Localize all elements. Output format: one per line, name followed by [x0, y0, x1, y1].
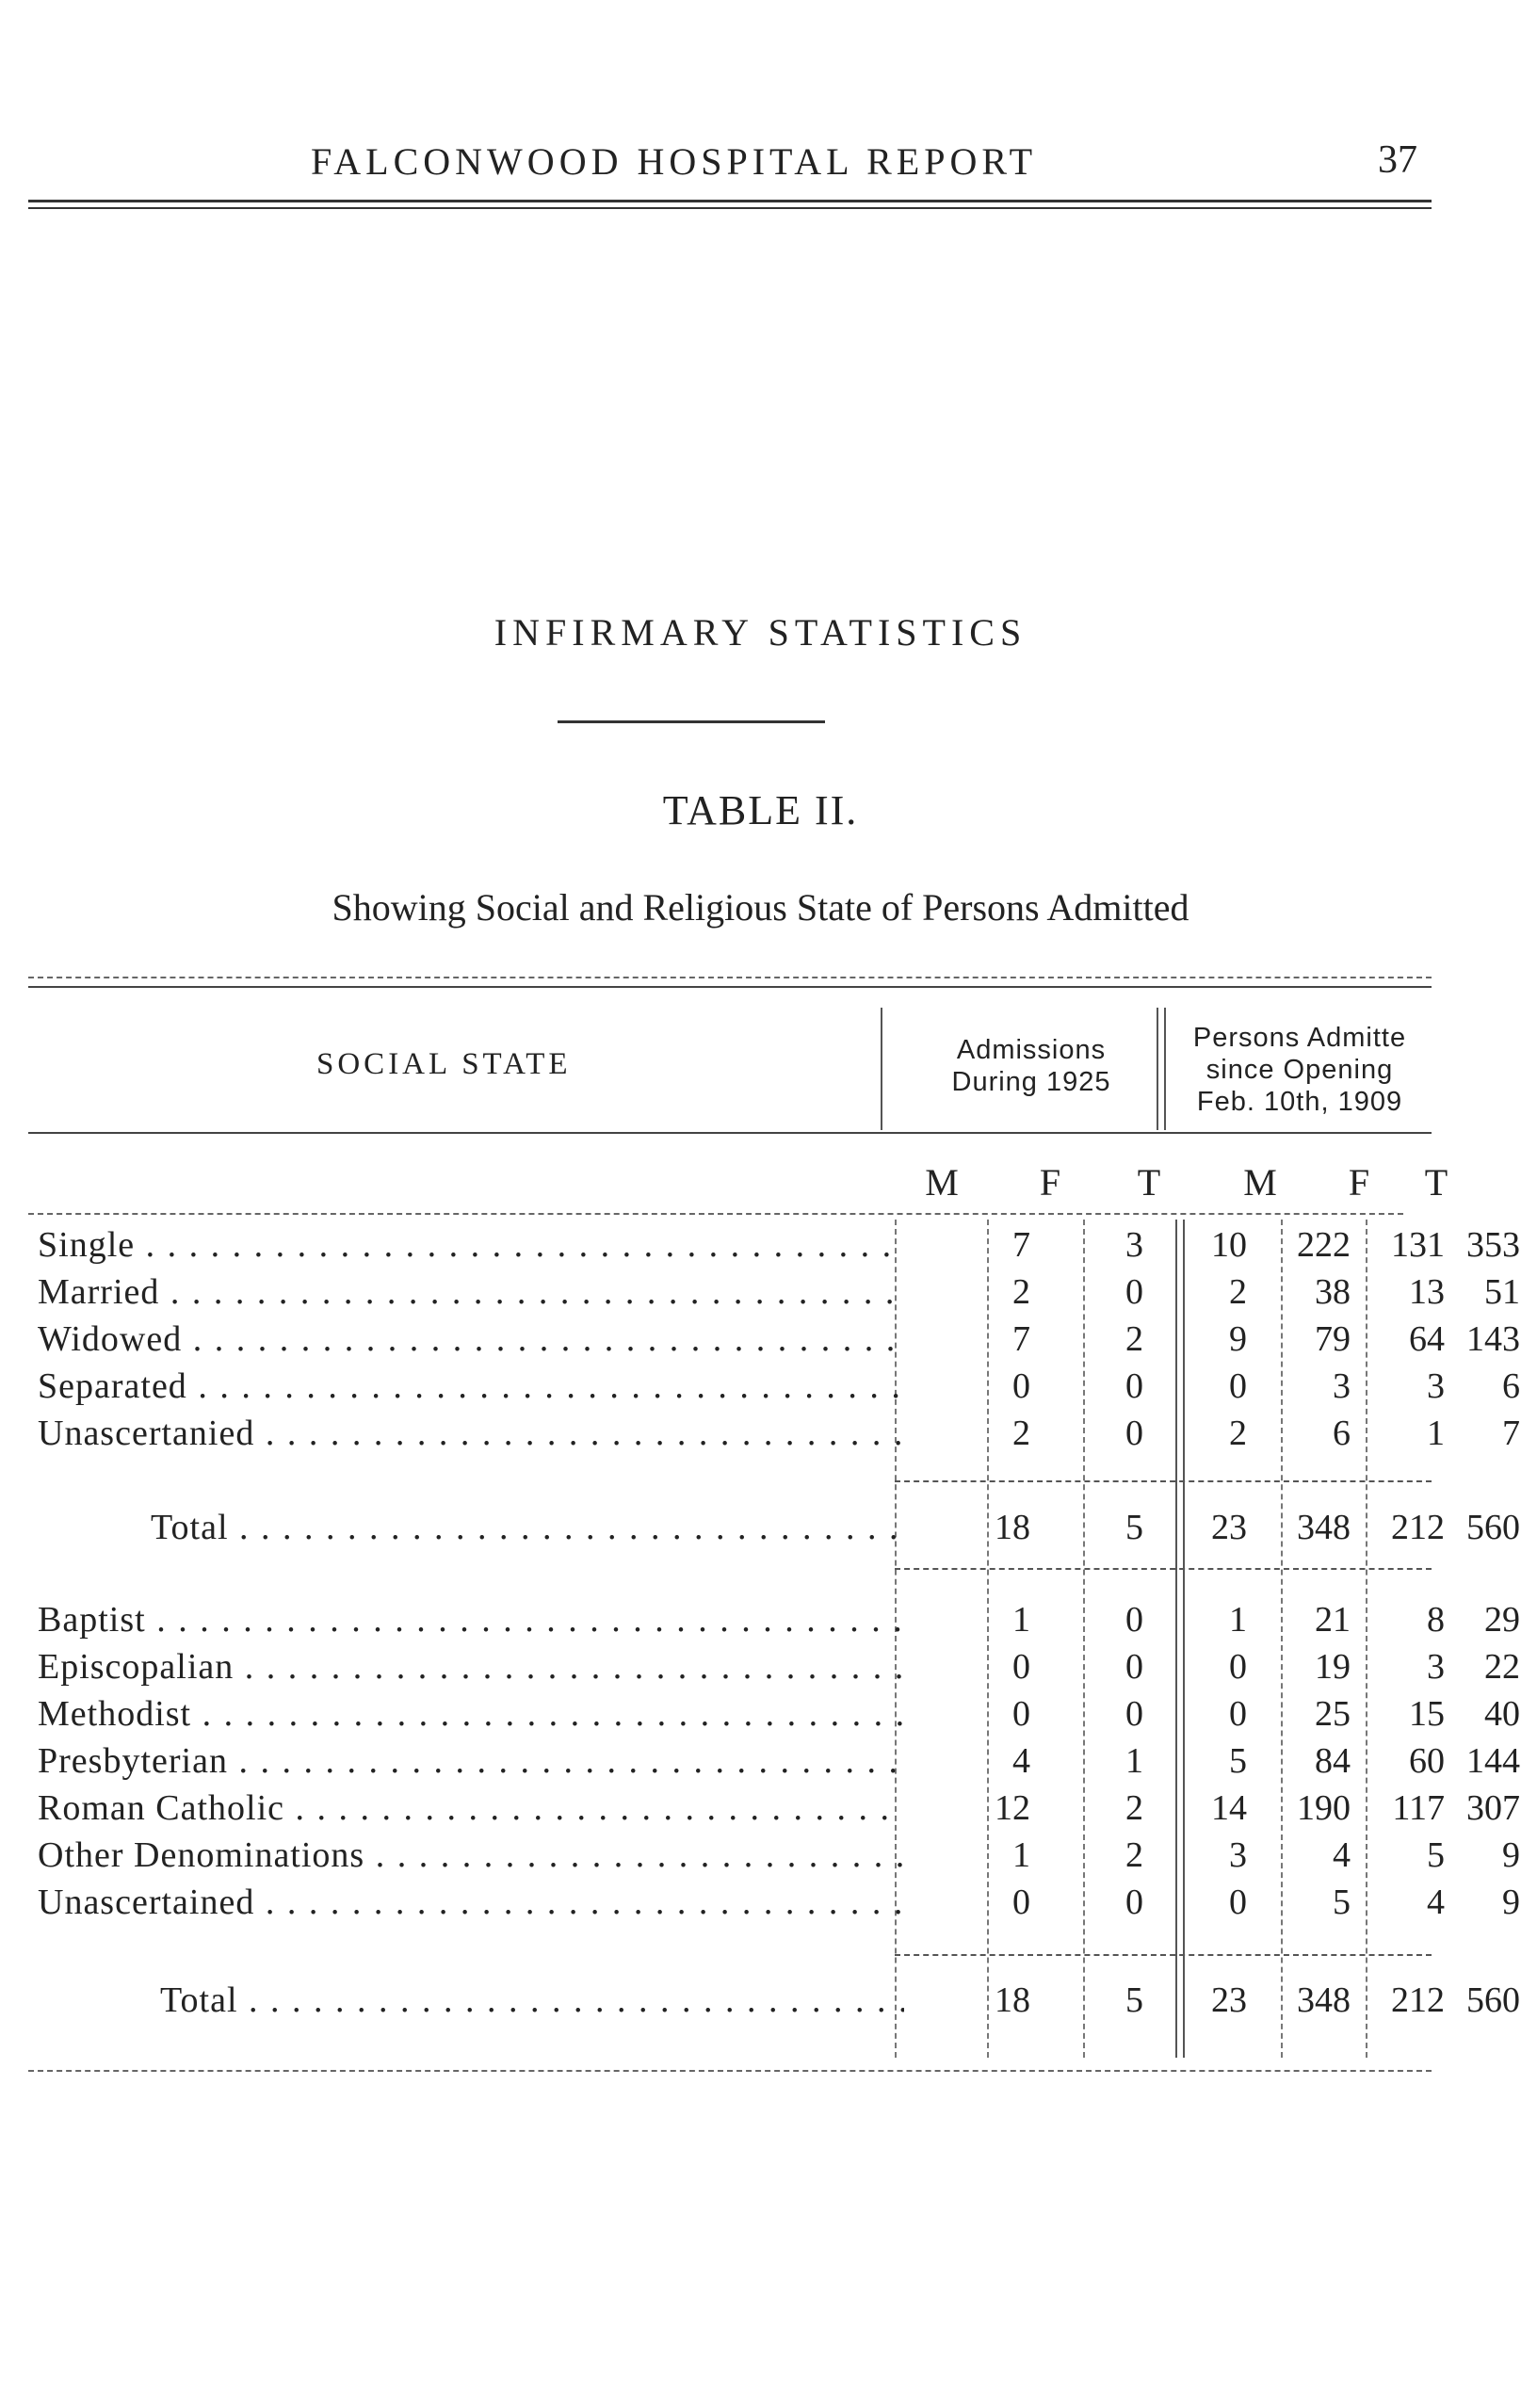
cell-m-since: 3: [1333, 1366, 1351, 1406]
table-row: [28, 1833, 1520, 1878]
row-label: Unascertanied . . .: [38, 1411, 904, 1456]
subtotal-rule: [895, 1954, 1432, 1956]
cell-t-1925: 0: [1229, 1883, 1247, 1922]
cell-f-1925: 0: [1125, 1883, 1143, 1922]
row-label: Presbyterian . . .: [38, 1738, 904, 1784]
cell-m-since: 6: [1333, 1414, 1351, 1453]
cell-t-since: 29: [1484, 1600, 1520, 1640]
total-row: [28, 1505, 1520, 1550]
total-row: [28, 1978, 1520, 2023]
total-t-since: 560: [1466, 1508, 1520, 1547]
cell-t-1925: 0: [1229, 1694, 1247, 1734]
page-number: 37: [1378, 138, 1417, 182]
cell-t-1925: 9: [1229, 1319, 1247, 1359]
cell-m-1925: 12: [995, 1788, 1030, 1828]
subtotal-rule: [895, 1480, 1432, 1482]
total-f-since: 212: [1391, 1980, 1445, 2020]
cell-m-1925: 0: [1012, 1647, 1030, 1687]
cell-m-1925: 2: [1012, 1414, 1030, 1453]
admissions-1925-line-1: Admissions: [956, 1035, 1107, 1065]
cell-f-since: 4: [1427, 1883, 1445, 1922]
column-header-m-1925: M: [925, 1161, 959, 1204]
cell-m-since: 190: [1297, 1788, 1351, 1828]
cell-t-since: 307: [1466, 1788, 1520, 1828]
cell-t-1925: 2: [1229, 1272, 1247, 1312]
row-label: Baptist . . .: [38, 1597, 904, 1642]
cell-m-1925: 1: [1012, 1835, 1030, 1875]
row-label: Unascertained . . .: [38, 1880, 904, 1925]
cell-m-1925: 2: [1012, 1272, 1030, 1312]
table-subtitle: Showing Social and Religious State of Persons Admitted: [332, 886, 1189, 929]
cell-t-since: 7: [1502, 1414, 1520, 1453]
total-f-1925: 5: [1125, 1508, 1143, 1547]
cell-t-1925: 0: [1229, 1647, 1247, 1687]
cell-m-1925: 7: [1012, 1319, 1030, 1359]
header-rule: [28, 200, 1432, 202]
header-rule-secondary: [28, 207, 1432, 209]
cell-t-since: 40: [1484, 1694, 1520, 1734]
cell-t-since: 9: [1502, 1835, 1520, 1875]
cell-m-since: 21: [1315, 1600, 1351, 1640]
row-label: Other Denominations . . .: [38, 1833, 904, 1878]
cell-t-since: 143: [1466, 1319, 1520, 1359]
cell-f-1925: 0: [1125, 1414, 1143, 1453]
cell-t-1925: 2: [1229, 1414, 1247, 1453]
cell-m-since: 4: [1333, 1835, 1351, 1875]
cell-t-1925: 1: [1229, 1600, 1247, 1640]
table-row: [28, 1317, 1520, 1362]
table-row: [28, 1597, 1520, 1642]
row-label: Methodist . . .: [38, 1691, 904, 1737]
table-row: [28, 1786, 1520, 1831]
admissions-1925-line-2: During 1925: [951, 1067, 1111, 1097]
cell-t-since: 144: [1466, 1741, 1520, 1781]
admissions-1925-header: [904, 1034, 1158, 1098]
cell-f-1925: 0: [1125, 1647, 1143, 1687]
since-opening-line-1: Persons Admitte: [1192, 1023, 1407, 1053]
cell-f-1925: 2: [1125, 1835, 1143, 1875]
total-m-since: 348: [1297, 1980, 1351, 2020]
cell-m-since: 79: [1315, 1319, 1351, 1359]
cell-f-1925: 0: [1125, 1600, 1143, 1640]
cell-f-since: 8: [1427, 1600, 1445, 1640]
header-divider-1: [881, 1008, 882, 1130]
column-header-m-since: M: [1243, 1161, 1277, 1204]
cell-t-1925: 10: [1211, 1225, 1247, 1265]
cell-m-since: 222: [1297, 1225, 1351, 1265]
cell-t-1925: 3: [1229, 1835, 1247, 1875]
cell-f-since: 15: [1409, 1694, 1445, 1734]
cell-m-1925: 4: [1012, 1741, 1030, 1781]
cell-f-since: 1: [1427, 1414, 1445, 1453]
cell-f-since: 131: [1391, 1225, 1445, 1265]
table-row: [28, 1222, 1520, 1268]
header-divider-3: [1164, 1008, 1166, 1130]
total-f-since: 212: [1391, 1508, 1445, 1547]
table-row: [28, 1269, 1520, 1315]
cell-f-1925: 1: [1125, 1741, 1143, 1781]
cell-t-since: 9: [1502, 1883, 1520, 1922]
cell-f-1925: 0: [1125, 1694, 1143, 1734]
cell-m-1925: 7: [1012, 1225, 1030, 1265]
cell-f-since: 60: [1409, 1741, 1445, 1781]
title-rule: [558, 720, 825, 723]
table-row: [28, 1691, 1520, 1737]
row-label: Married . . .: [38, 1269, 904, 1315]
total-label: Total . . .: [151, 1505, 904, 1550]
cell-m-1925: 0: [1012, 1366, 1030, 1406]
since-opening-line-2: since Opening: [1205, 1055, 1394, 1085]
cell-f-since: 13: [1409, 1272, 1445, 1312]
cell-f-since: 117: [1392, 1788, 1445, 1828]
column-header-t-since: T: [1424, 1161, 1448, 1204]
cell-f-since: 3: [1427, 1366, 1445, 1406]
cell-f-1925: 0: [1125, 1366, 1143, 1406]
table-row: [28, 1738, 1520, 1784]
row-label: Roman Catholic . . .: [38, 1786, 904, 1831]
table-top-rule-secondary: [28, 986, 1432, 988]
cell-m-1925: 0: [1012, 1883, 1030, 1922]
total-label: Total . . .: [160, 1978, 904, 2023]
table-top-rule: [28, 977, 1432, 978]
total-t-1925: 23: [1211, 1980, 1247, 2020]
total-m-1925: 18: [995, 1508, 1030, 1547]
row-label: Episcopalian . . .: [38, 1644, 904, 1689]
admitted-since-opening-header: [1168, 1022, 1432, 1118]
row-label: Separated . . .: [38, 1364, 904, 1409]
cell-m-since: 84: [1315, 1741, 1351, 1781]
column-header-t-1925: T: [1137, 1161, 1161, 1204]
total-m-since: 348: [1297, 1508, 1351, 1547]
cell-f-1925: 0: [1125, 1272, 1143, 1312]
cell-f-since: 64: [1409, 1319, 1445, 1359]
row-label: Widowed . . .: [38, 1317, 904, 1362]
row-label: Single . . .: [38, 1222, 904, 1268]
cell-m-since: 25: [1315, 1694, 1351, 1734]
cell-t-since: 353: [1466, 1225, 1520, 1265]
total-t-1925: 23: [1211, 1508, 1247, 1547]
section-title: INFIRMARY STATISTICS: [494, 611, 1027, 654]
cell-t-1925: 5: [1229, 1741, 1247, 1781]
section-divider-rule: [895, 1568, 1432, 1570]
cell-f-1925: 2: [1125, 1788, 1143, 1828]
subheader-rule: [28, 1213, 1403, 1215]
social-state-header: SOCIAL STATE: [316, 1047, 572, 1081]
total-t-since: 560: [1466, 1980, 1520, 2020]
total-m-1925: 18: [995, 1980, 1030, 2020]
cell-m-1925: 1: [1012, 1600, 1030, 1640]
table-row: [28, 1644, 1520, 1689]
since-opening-line-3: Feb. 10th, 1909: [1196, 1087, 1403, 1117]
column-header-f-since: F: [1348, 1161, 1370, 1204]
cell-t-since: 6: [1502, 1366, 1520, 1406]
cell-f-since: 3: [1427, 1647, 1445, 1687]
table-row: [28, 1411, 1520, 1456]
cell-f-since: 5: [1427, 1835, 1445, 1875]
cell-t-since: 51: [1484, 1272, 1520, 1312]
table-bottom-rule: [28, 2070, 1432, 2072]
cell-t-since: 22: [1484, 1647, 1520, 1687]
cell-m-since: 38: [1315, 1272, 1351, 1312]
cell-f-1925: 2: [1125, 1319, 1143, 1359]
table-title: TABLE II.: [662, 787, 859, 833]
table-row: [28, 1364, 1520, 1409]
cell-m-since: 5: [1333, 1883, 1351, 1922]
column-header-f-1925: F: [1039, 1161, 1061, 1204]
running-header: FALCONWOOD HOSPITAL REPORT: [311, 140, 1038, 183]
cell-m-since: 19: [1315, 1647, 1351, 1687]
cell-t-1925: 0: [1229, 1366, 1247, 1406]
header-bottom-rule: [28, 1132, 1432, 1134]
total-f-1925: 5: [1125, 1980, 1143, 2020]
table-row: [28, 1880, 1520, 1925]
cell-f-1925: 3: [1125, 1225, 1143, 1265]
cell-m-1925: 0: [1012, 1694, 1030, 1734]
cell-t-1925: 14: [1211, 1788, 1247, 1828]
